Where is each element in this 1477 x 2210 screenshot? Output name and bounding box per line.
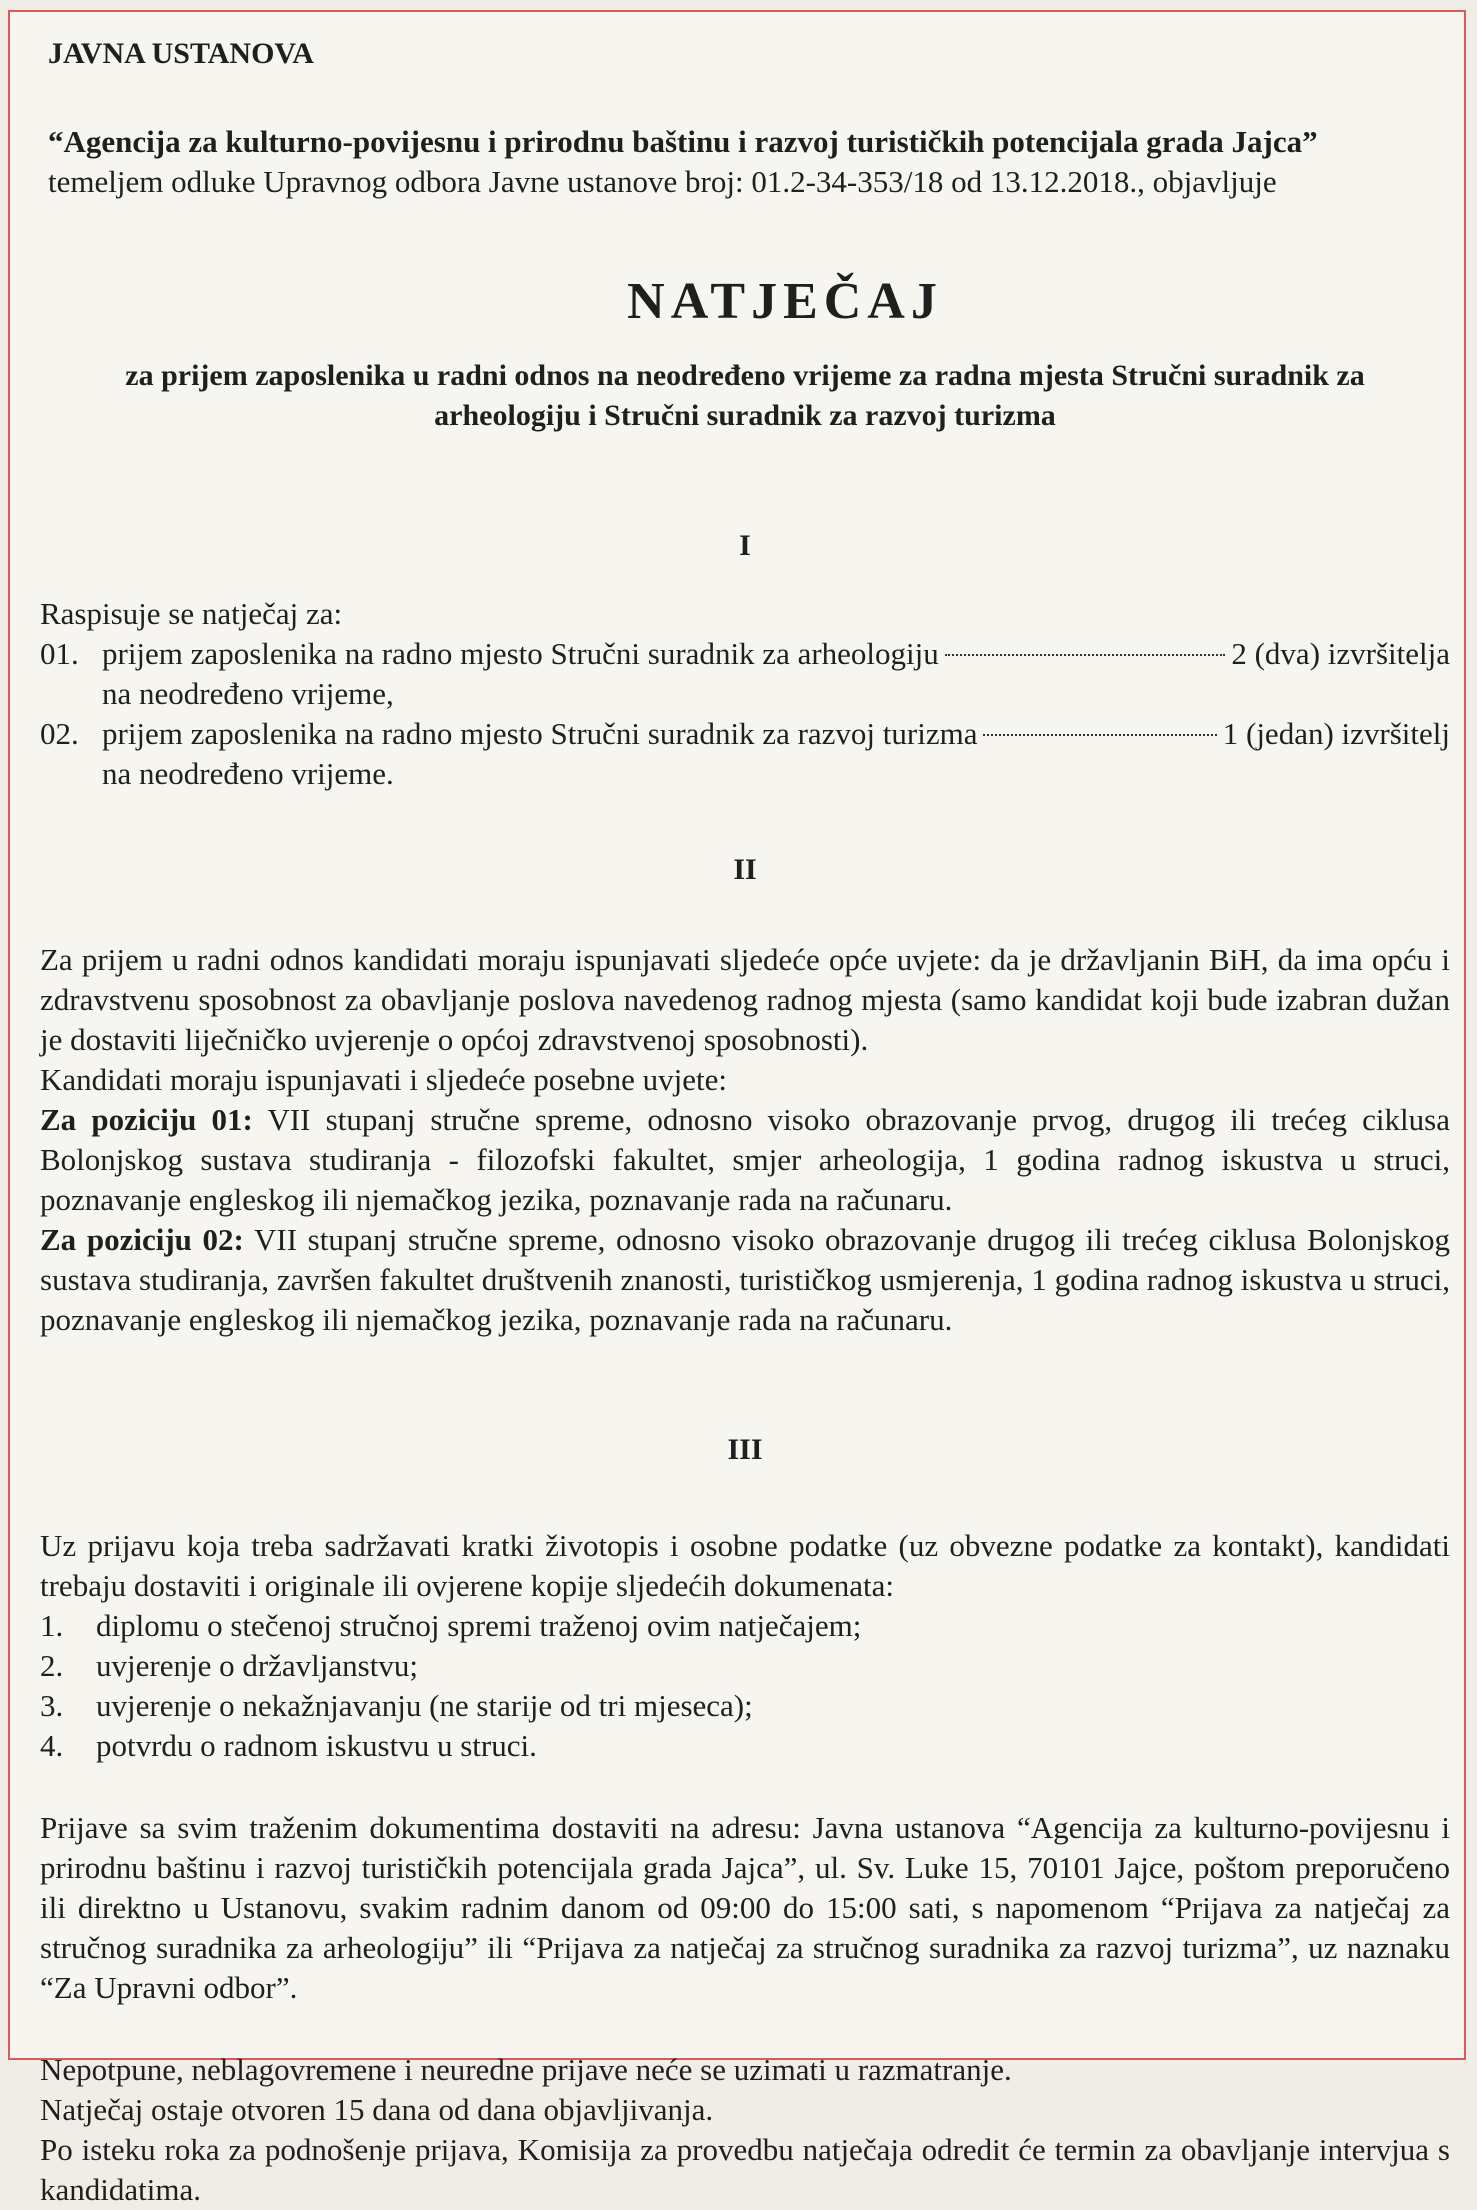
document-text: uvjerenje o nekažnjavanju (ne starije od tri mjeseca);: [96, 1688, 753, 1723]
document-item: [40, 1726, 1450, 1766]
document-text: uvjerenje o državljanstvu;: [96, 1648, 418, 1683]
section-3: [40, 1526, 1450, 2210]
position-1-text: VII stupanj stručne spreme, odnosno visoko obrazovanje prvog, drugog ili trećeg ciklusa Bolonjskog sustava studiranja - filozofski fakultet, smjer arheologija, 1 godina radnog iskustva u struci, poznavanje engleskog ili njemačkog jezika, poznavanje rada na računaru.: [40, 1102, 1450, 1217]
document-number: 2.: [40, 1648, 64, 1683]
position-2-text: VII stupanj stručne spreme, odnosno visoko obrazovanje drugog ili trećeg ciklusa Bolonjskog sustava studiranja, završen fakultet društvenih znanosti, turističkog usmjerenja, 1 godina radnog iskustva u struci, poznavanje engleskog ili njemačkog jezika, poznavanje rada na računaru.: [40, 1222, 1450, 1337]
position-count: 2 (dva) izvršitelja: [1231, 636, 1450, 671]
dot-leader: [945, 654, 1226, 656]
section-numeral-1: I: [739, 529, 751, 562]
document-number: 3.: [40, 1688, 64, 1723]
position-continuation: na neodređeno vrijeme.: [102, 756, 394, 791]
document-text: diplomu o stečenoj stručnoj spremi traženoj ovim natječajem;: [96, 1608, 862, 1643]
document-title: NATJEČAJ: [627, 273, 943, 330]
document-item: [40, 1686, 1450, 1726]
closing-notes: [40, 2050, 1450, 2210]
special-conditions-intro: Kandidati moraju ispunjavati i sljedeće posebne uvjete:: [40, 1062, 727, 1097]
document-item: [40, 1646, 1450, 1686]
position-continuation: na neodređeno vrijeme,: [102, 676, 394, 711]
position-1-conditions: [40, 1100, 1450, 1220]
general-conditions: Za prijem u radni odnos kandidati moraju ispunjavati sljedeće opće uvjete: da je državljanin BiH, da ima opću i zdravstvenu sposobnost za obavljanje poslova navedenog radnog mjesta (samo kandidat koji bude izabran dužan je dostaviti liječničko uvjerenje o općoj zdravstvenoj sposobnosti).: [40, 942, 1450, 1057]
position-count: 1 (jedan) izvršitelj: [1222, 716, 1450, 751]
documents-list: [40, 1606, 1450, 1766]
position-2-conditions: [40, 1220, 1450, 1340]
submission-instructions: Prijave sa svim traženim dokumentima dostaviti na adresu: Javna ustanova “Agencija za kulturno-povijesnu i prirodnu baštinu i razvoj turističkih potencijala grada Jajca”, ul. Sv. Luke 15, 70101 Jajce, poštom preporučeno ili direktno u Ustanovu, svakim radnim danom od 09:00 do 15:00 sati, s napomenom “Prijava za natječaj za stručnog suradnika za arheologiju” ili “Prijava za natječaj za stručnog suradnika za razvoj turizma”, uz naznaku “Za Upravni odbor”.: [40, 1810, 1450, 2005]
note-incomplete: Nepotpune, neblagovremene i neuredne prijave neće se uzimati u razmatranje.: [40, 2052, 1012, 2087]
section-1-intro: Raspisuje se natječaj za:: [40, 596, 343, 631]
document-number: 4.: [40, 1728, 64, 1763]
dot-leader: [983, 734, 1216, 736]
document-text: potvrdu o radnom iskustvu u struci.: [96, 1728, 537, 1763]
decision-line: temeljem odluke Upravnog odbora Javne ustanove broj: 01.2-34-353/18 od 13.12.2018., objavljuje: [48, 164, 1277, 199]
document-item: [40, 1606, 1450, 1646]
position-number: 01.: [40, 636, 79, 671]
org-type: JAVNA USTANOVA: [48, 37, 314, 70]
documents-intro: Uz prijavu koja treba sadržavati kratki životopis i osobne podatke (uz obvezne podatke za kontakt), kandidati trebaju dostaviti i originale ili ovjerene kopije sljedećih dokumenata:: [40, 1528, 1450, 1603]
note-open-period: Natječaj ostaje otvoren 15 dana od dana objavljivanja.: [40, 2092, 714, 2127]
section-1: [40, 594, 1450, 794]
document-subtitle: za prijem zaposlenika u radni odnos na neodređeno vrijeme za radna mjesta Stručni suradnik za arheologiju i Stručni suradnik za razvoj turizma: [125, 359, 1365, 432]
position-2-label: Za poziciju 02:: [40, 1222, 244, 1257]
document-content: [40, 20, 1450, 2210]
section-numeral-2: II: [733, 853, 757, 886]
document-number: 1.: [40, 1608, 64, 1643]
org-name: “Agencija za kulturno-povijesnu i prirodnu baštinu i razvoj turističkih potencijala grada Jajca”: [48, 124, 1318, 159]
section-2: [40, 940, 1450, 1340]
position-item: [40, 634, 1450, 714]
note-interview: Po isteku roka za podnošenje prijava, Komisija za provedbu natječaja odredit će termin za obavljanje intervjua s kandidatima.: [40, 2132, 1450, 2207]
position-text: prijem zaposlenika na radno mjesto Stručni suradnik za arheologiju: [102, 636, 939, 671]
position-number: 02.: [40, 716, 79, 751]
section-numeral-3: III: [727, 1433, 763, 1466]
position-text: prijem zaposlenika na radno mjesto Stručni suradnik za razvoj turizma: [102, 716, 978, 751]
position-1-label: Za poziciju 01:: [40, 1102, 253, 1137]
position-item: [40, 714, 1450, 794]
